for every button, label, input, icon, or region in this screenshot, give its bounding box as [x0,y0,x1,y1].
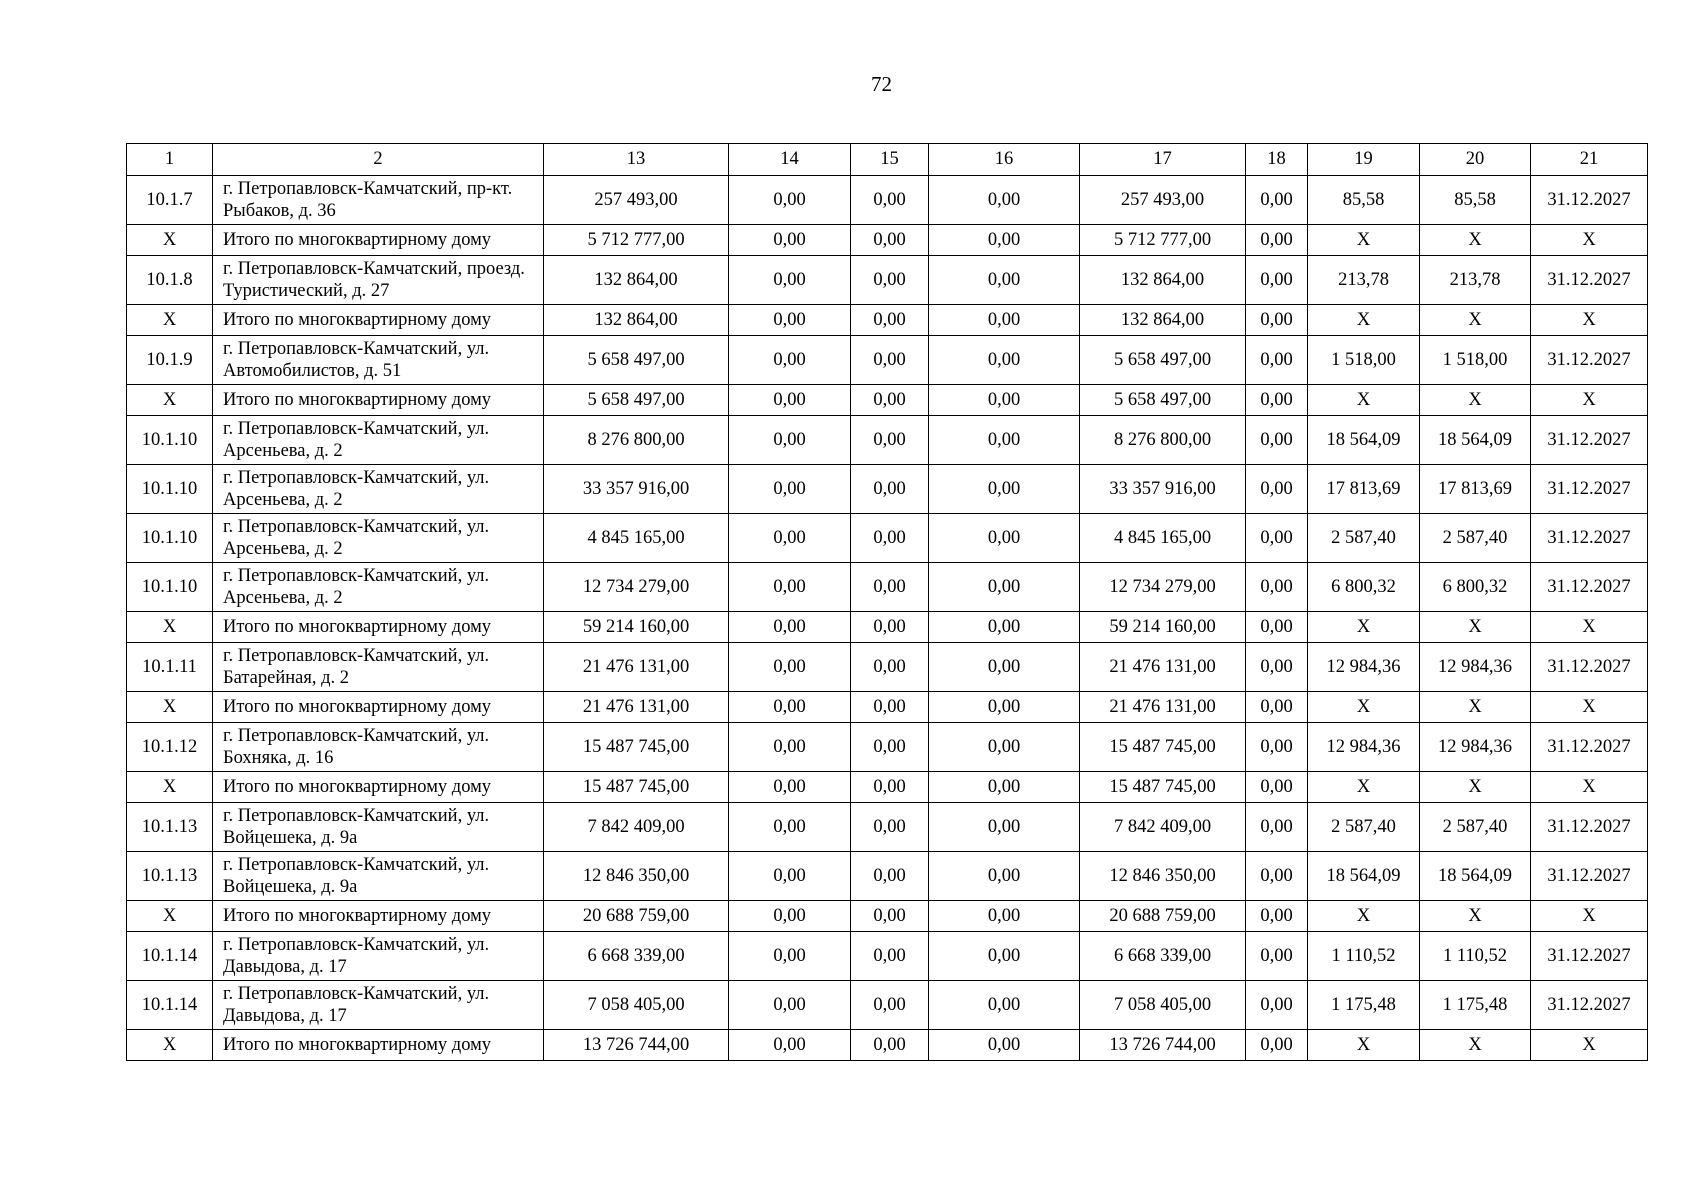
table-cell: 12 734 279,00 [1080,563,1246,612]
table-cell: 0,00 [929,385,1080,416]
table-cell: 0,00 [729,772,851,803]
table-cell: 15 487 745,00 [1080,772,1246,803]
table-cell: 0,00 [729,514,851,563]
table-cell: 0,00 [929,305,1080,336]
table-cell: 0,00 [1246,852,1308,901]
table-cell: 0,00 [1246,723,1308,772]
address-cell: г. Петропавловск-Камчатский, проезд. Туристический, д. 27 [213,256,544,305]
address-cell: г. Петропавловск-Камчатский, ул. Арсеньева, д. 2 [213,416,544,465]
table-cell: 0,00 [729,256,851,305]
table-cell: Х [1420,612,1531,643]
table-cell: 1 518,00 [1420,336,1531,385]
table-cell: 85,58 [1308,176,1420,225]
table-cell: 18 564,09 [1308,852,1420,901]
table-cell: 1 110,52 [1308,932,1420,981]
table-cell: 0,00 [1246,514,1308,563]
table-cell: 31.12.2027 [1531,803,1648,852]
table-cell: 0,00 [1246,225,1308,256]
table-cell: 0,00 [729,643,851,692]
total-row [127,305,1648,336]
table-cell: 15 487 745,00 [544,723,729,772]
table-cell: 31.12.2027 [1531,176,1648,225]
table-cell: 10.1.12 [127,723,213,772]
table-cell: 10.1.8 [127,256,213,305]
table-cell: 132 864,00 [544,256,729,305]
table-cell: 0,00 [729,803,851,852]
table-cell: 31.12.2027 [1531,932,1648,981]
table-cell: 0,00 [1246,612,1308,643]
table-cell: 1 175,48 [1308,981,1420,1030]
address-cell: г. Петропавловск-Камчатский, ул. Батарейная, д. 2 [213,643,544,692]
table-cell: 0,00 [1246,692,1308,723]
table-cell: 7 058 405,00 [1080,981,1246,1030]
table-cell: 0,00 [851,1030,929,1061]
table-cell: 0,00 [1246,465,1308,514]
column-header: 21 [1531,144,1648,176]
table-row [127,176,1648,225]
table-cell: 10.1.11 [127,643,213,692]
table-cell: 0,00 [851,385,929,416]
column-header: 13 [544,144,729,176]
table-cell: 13 726 744,00 [1080,1030,1246,1061]
table-cell: 0,00 [1246,336,1308,385]
table-cell: 17 813,69 [1420,465,1531,514]
table-cell: 12 734 279,00 [544,563,729,612]
table-cell: 0,00 [929,643,1080,692]
column-header: 17 [1080,144,1246,176]
table-cell: 0,00 [929,803,1080,852]
table-cell: Х [127,385,213,416]
table-cell: 0,00 [851,563,929,612]
table-cell: 18 564,09 [1420,852,1531,901]
table-cell: 10.1.10 [127,563,213,612]
table-cell: 0,00 [1246,176,1308,225]
table-cell: 0,00 [929,1030,1080,1061]
table-row [127,643,1648,692]
table-cell: 6 800,32 [1420,563,1531,612]
table-cell: 0,00 [929,723,1080,772]
header-row [127,144,1648,176]
table-cell: 0,00 [729,932,851,981]
total-row [127,772,1648,803]
table-cell: Х [1420,385,1531,416]
table-cell: 0,00 [929,901,1080,932]
table-cell: 0,00 [929,465,1080,514]
table-cell: 10.1.10 [127,465,213,514]
table-cell: 0,00 [729,176,851,225]
table-cell: Х [127,901,213,932]
table-cell: 7 842 409,00 [544,803,729,852]
table-cell: 132 864,00 [1080,256,1246,305]
table-cell: Х [1420,901,1531,932]
table-cell: 0,00 [851,932,929,981]
address-cell: Итого по многоквартирному дому [213,225,544,256]
table-cell: 1 110,52 [1420,932,1531,981]
table-cell: 257 493,00 [544,176,729,225]
table-cell: 12 984,36 [1420,723,1531,772]
table-row [127,256,1648,305]
table-cell: 0,00 [1246,416,1308,465]
table-cell: 33 357 916,00 [544,465,729,514]
table-cell: 18 564,09 [1308,416,1420,465]
table-cell: 0,00 [929,416,1080,465]
table-cell: Х [1531,901,1648,932]
table-cell: 0,00 [851,612,929,643]
table-row [127,514,1648,563]
table-cell: 0,00 [1246,981,1308,1030]
column-header: 16 [929,144,1080,176]
table-cell: 0,00 [851,981,929,1030]
table-cell: 10.1.10 [127,514,213,563]
table-cell: 5 658 497,00 [544,385,729,416]
table-row [127,803,1648,852]
total-row [127,1030,1648,1061]
table-cell: Х [1531,305,1648,336]
table-cell: 0,00 [929,612,1080,643]
table-cell: 0,00 [929,692,1080,723]
table-cell: 10.1.7 [127,176,213,225]
table-cell: 0,00 [1246,901,1308,932]
table-cell: Х [1308,1030,1420,1061]
table-cell: 31.12.2027 [1531,336,1648,385]
table-cell: 21 476 131,00 [544,643,729,692]
table-cell: 0,00 [1246,932,1308,981]
table-cell: 31.12.2027 [1531,981,1648,1030]
table-cell: Х [1308,385,1420,416]
table-cell: 132 864,00 [1080,305,1246,336]
table-row [127,723,1648,772]
table-cell: 0,00 [851,643,929,692]
table-row [127,336,1648,385]
table-cell: 33 357 916,00 [1080,465,1246,514]
table-cell: 0,00 [929,563,1080,612]
table-cell: 0,00 [1246,563,1308,612]
table-cell: Х [1531,612,1648,643]
table-cell: 8 276 800,00 [1080,416,1246,465]
table-cell: 0,00 [929,852,1080,901]
table-cell: 0,00 [851,416,929,465]
table-cell: 0,00 [851,514,929,563]
column-header: 1 [127,144,213,176]
table-cell: 0,00 [729,1030,851,1061]
table-cell: 10.1.10 [127,416,213,465]
table-cell: 0,00 [729,563,851,612]
table-cell: 21 476 131,00 [544,692,729,723]
table-cell: 0,00 [851,305,929,336]
table-cell: 0,00 [729,336,851,385]
address-cell: г. Петропавловск-Камчатский, ул. Арсеньева, д. 2 [213,465,544,514]
table-cell: 5 658 497,00 [544,336,729,385]
table-cell: 0,00 [729,901,851,932]
table-cell: 0,00 [851,772,929,803]
table-cell: 5 658 497,00 [1080,385,1246,416]
table-cell: Х [1308,772,1420,803]
table-cell: 20 688 759,00 [544,901,729,932]
table-cell: 12 984,36 [1420,643,1531,692]
table-cell: 0,00 [729,981,851,1030]
address-cell: Итого по многоквартирному дому [213,612,544,643]
table-cell: 10.1.14 [127,981,213,1030]
table-cell: Х [1531,692,1648,723]
table-cell: 10.1.13 [127,803,213,852]
table-cell: 0,00 [729,612,851,643]
table-cell: 0,00 [929,256,1080,305]
table-cell: 0,00 [1246,1030,1308,1061]
table-cell: Х [127,305,213,336]
table-cell: 0,00 [929,514,1080,563]
table-cell: Х [127,772,213,803]
table-cell: 31.12.2027 [1531,563,1648,612]
table-cell: 2 587,40 [1420,514,1531,563]
table-cell: Х [1531,225,1648,256]
total-row [127,692,1648,723]
table-cell: Х [1531,1030,1648,1061]
table-cell: 257 493,00 [1080,176,1246,225]
address-cell: г. Петропавловск-Камчатский, пр-кт. Рыбаков, д. 36 [213,176,544,225]
total-row [127,225,1648,256]
table-cell: 0,00 [851,692,929,723]
table-cell: 0,00 [851,723,929,772]
address-cell: г. Петропавловск-Камчатский, ул. Бохняка, д. 16 [213,723,544,772]
table-cell: 10.1.13 [127,852,213,901]
address-cell: Итого по многоквартирному дому [213,385,544,416]
table-cell: 5 712 777,00 [544,225,729,256]
address-cell: Итого по многоквартирному дому [213,772,544,803]
table-row [127,981,1648,1030]
table-cell: 7 058 405,00 [544,981,729,1030]
table-cell: 0,00 [851,901,929,932]
address-cell: г. Петропавловск-Камчатский, ул. Давыдова, д. 17 [213,981,544,1030]
table-cell: 4 845 165,00 [544,514,729,563]
table-cell: 6 668 339,00 [544,932,729,981]
table-row [127,852,1648,901]
address-cell: Итого по многоквартирному дому [213,901,544,932]
table-cell: 0,00 [1246,256,1308,305]
table-cell: 15 487 745,00 [1080,723,1246,772]
table-cell: 59 214 160,00 [544,612,729,643]
table-cell: 12 984,36 [1308,643,1420,692]
table-cell: Х [1420,772,1531,803]
address-cell: Итого по многоквартирному дому [213,1030,544,1061]
table-row [127,563,1648,612]
table-cell: Х [1308,305,1420,336]
table-cell: Х [1420,1030,1531,1061]
table-cell: Х [1420,225,1531,256]
table-cell: 0,00 [929,772,1080,803]
table-cell: 0,00 [851,852,929,901]
table-cell: 31.12.2027 [1531,465,1648,514]
data-table [126,143,1648,1061]
table-cell: 0,00 [729,465,851,514]
table-cell: Х [127,692,213,723]
address-cell: г. Петропавловск-Камчатский, ул. Автомобилистов, д. 51 [213,336,544,385]
table-cell: 0,00 [851,176,929,225]
table-cell: 31.12.2027 [1531,723,1648,772]
table-cell: 5 712 777,00 [1080,225,1246,256]
table-cell: Х [127,225,213,256]
table-cell: Х [1308,692,1420,723]
table-cell: 5 658 497,00 [1080,336,1246,385]
column-header: 18 [1246,144,1308,176]
address-cell: г. Петропавловск-Камчатский, ул. Войцешека, д. 9а [213,803,544,852]
table-cell: 12 984,36 [1308,723,1420,772]
table-cell: 21 476 131,00 [1080,643,1246,692]
table-cell: 12 846 350,00 [544,852,729,901]
table-cell: 0,00 [929,981,1080,1030]
column-header: 19 [1308,144,1420,176]
table-cell: 59 214 160,00 [1080,612,1246,643]
page-number: 72 [871,72,892,96]
table-cell: Х [1531,772,1648,803]
column-header: 20 [1420,144,1531,176]
table-cell: Х [1308,901,1420,932]
table-cell: 0,00 [1246,772,1308,803]
table-cell: 0,00 [729,692,851,723]
table-cell: 4 845 165,00 [1080,514,1246,563]
table-cell: 1 518,00 [1308,336,1420,385]
table-cell: 0,00 [729,225,851,256]
address-cell: Итого по многоквартирному дому [213,305,544,336]
table-cell: 31.12.2027 [1531,643,1648,692]
table-cell: Х [1531,385,1648,416]
table-cell: 0,00 [1246,385,1308,416]
table-cell: 31.12.2027 [1531,416,1648,465]
address-cell: г. Петропавловск-Камчатский, ул. Арсеньева, д. 2 [213,563,544,612]
table-cell: Х [1308,225,1420,256]
table-cell: 0,00 [929,176,1080,225]
table-cell: 0,00 [851,336,929,385]
table-cell: 12 846 350,00 [1080,852,1246,901]
table-cell: 6 668 339,00 [1080,932,1246,981]
table-cell: 0,00 [729,723,851,772]
table-cell: 0,00 [729,852,851,901]
table-cell: 8 276 800,00 [544,416,729,465]
table-cell: 0,00 [929,336,1080,385]
table-cell: 85,58 [1420,176,1531,225]
address-cell: г. Петропавловск-Камчатский, ул. Войцешека, д. 9а [213,852,544,901]
table-cell: 7 842 409,00 [1080,803,1246,852]
table-cell: 213,78 [1420,256,1531,305]
table-cell: Х [1420,305,1531,336]
table-cell: 2 587,40 [1308,514,1420,563]
table-cell: 2 587,40 [1420,803,1531,852]
table-cell: 6 800,32 [1308,563,1420,612]
table-cell: Х [1308,612,1420,643]
total-row [127,901,1648,932]
address-cell: г. Петропавловск-Камчатский, ул. Арсеньева, д. 2 [213,514,544,563]
table-cell: 132 864,00 [544,305,729,336]
column-header: 15 [851,144,929,176]
table-cell: 13 726 744,00 [544,1030,729,1061]
address-cell: Итого по многоквартирному дому [213,692,544,723]
column-header: 14 [729,144,851,176]
table-cell: 0,00 [729,305,851,336]
table-cell: 0,00 [1246,803,1308,852]
table-cell: 0,00 [1246,305,1308,336]
table-cell: 31.12.2027 [1531,514,1648,563]
address-cell: г. Петропавловск-Камчатский, ул. Давыдова, д. 17 [213,932,544,981]
column-header: 2 [213,144,544,176]
table-body [127,176,1648,1061]
table-cell: 0,00 [729,385,851,416]
table-cell: 18 564,09 [1420,416,1531,465]
table-cell: 2 587,40 [1308,803,1420,852]
table-cell: Х [127,1030,213,1061]
table-cell: 0,00 [929,225,1080,256]
table-cell: 0,00 [851,465,929,514]
table-cell: 31.12.2027 [1531,256,1648,305]
table-cell: 0,00 [1246,643,1308,692]
table-row [127,465,1648,514]
table-cell: 0,00 [729,416,851,465]
total-row [127,385,1648,416]
table-cell: Х [1420,692,1531,723]
table-cell: 10.1.9 [127,336,213,385]
table-cell: 0,00 [851,225,929,256]
table-cell: 31.12.2027 [1531,852,1648,901]
table-cell: 0,00 [851,256,929,305]
table-row [127,416,1648,465]
table-cell: 15 487 745,00 [544,772,729,803]
table-cell: 0,00 [851,803,929,852]
table-cell: 20 688 759,00 [1080,901,1246,932]
table-cell: 21 476 131,00 [1080,692,1246,723]
table-cell: 17 813,69 [1308,465,1420,514]
table-row [127,932,1648,981]
table-cell: 1 175,48 [1420,981,1531,1030]
table-cell: 213,78 [1308,256,1420,305]
table-cell: 10.1.14 [127,932,213,981]
table-cell: Х [127,612,213,643]
table-cell: 0,00 [929,932,1080,981]
total-row [127,612,1648,643]
